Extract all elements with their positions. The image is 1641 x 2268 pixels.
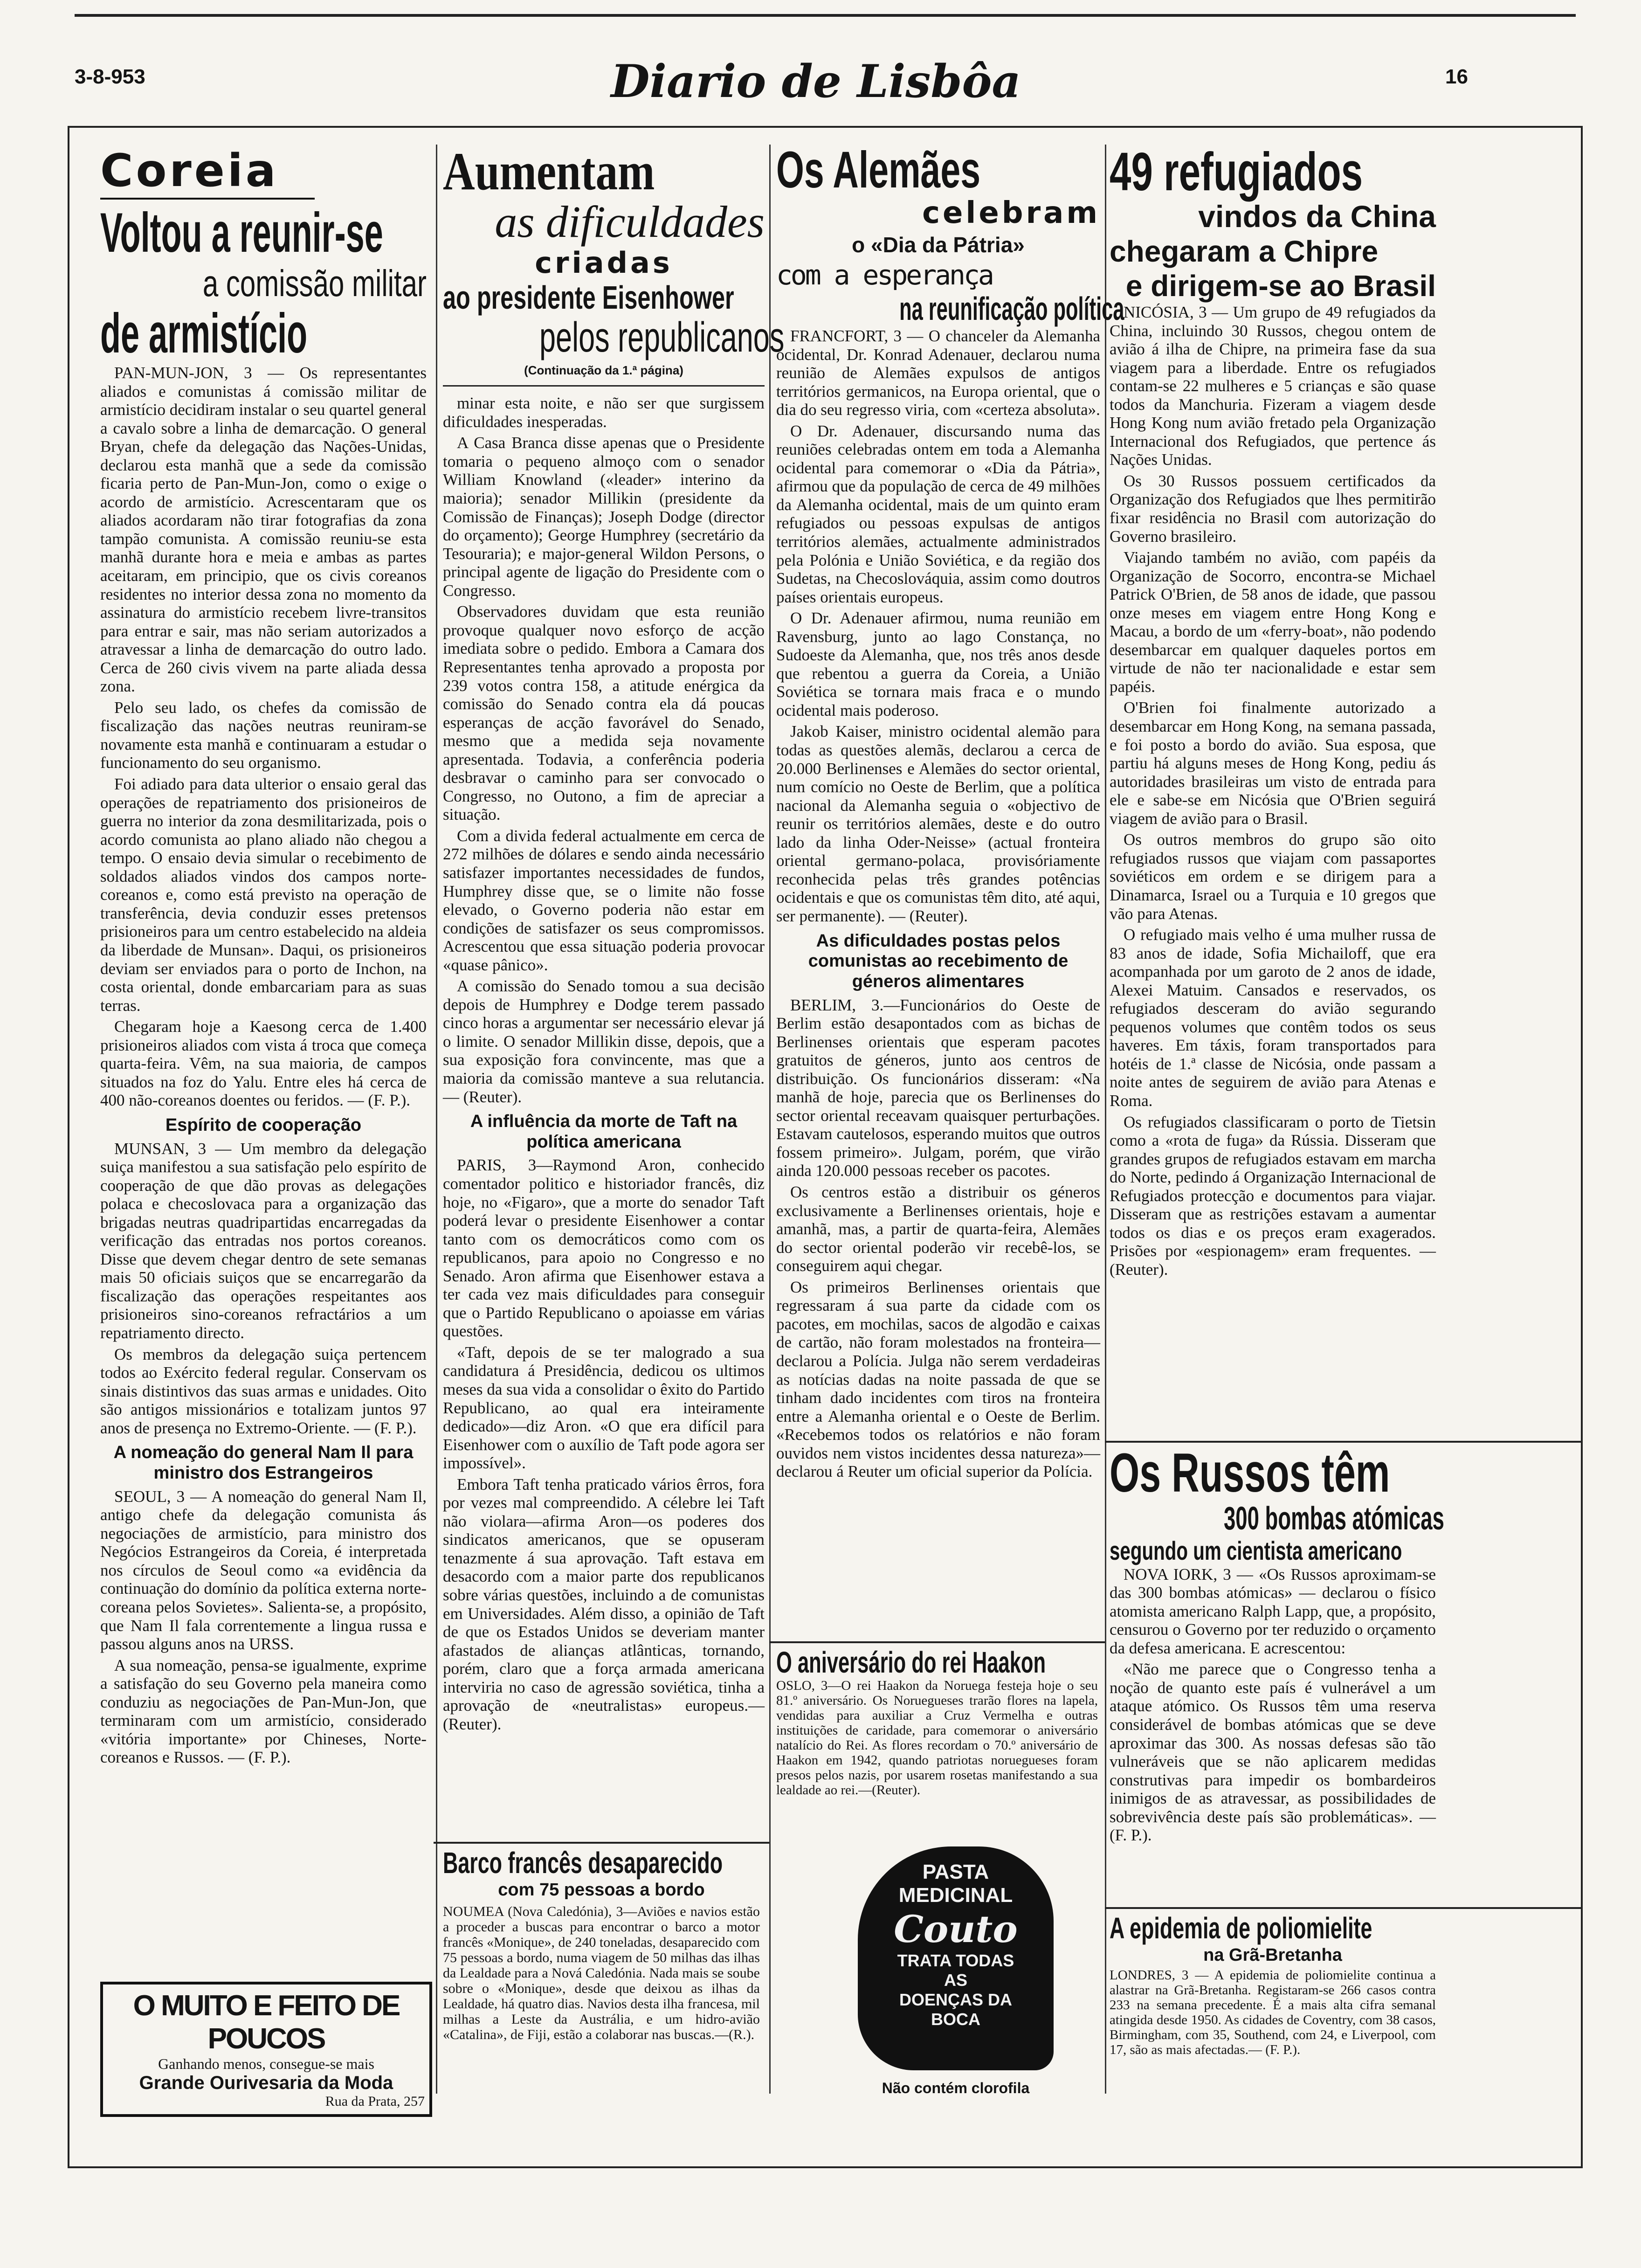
paragraph: O'Brien foi finalmente autorizado a desembarcar em Hong Kong, na semana passada, e foi posto a bordo do avião. Sua esposa, que partiu há alguns meses de Hong Kong, pediu ás autoridades brasileiras um visto de entrada para ele e sabe-se em Nicósia que O'Brien seguirá viagem de avião para o Brasil.: [1110, 698, 1436, 828]
newspaper-title: Diario de Lisbôa: [611, 55, 1021, 108]
paragraph: MUNSAN, 3 — Um membro da delegação suiça manifestou a sua satisfação pelo espírito de cooperação de que dão provas as delegações polaca e checoslovaca para a organização das brigadas neutras quadripartidas encarregadas da verificação das entradas nos portos coreanos. Disse que devem chegar dentro de sete semanas mais 50 oficiais suiços que se encarregarão da fiscalização das operações respeitantes aos prisioneiros sino-coreanos refractários a um repatriamento directo.: [100, 1139, 427, 1342]
headline-line-2: vindos da China: [1198, 199, 1436, 234]
headline-line-3: chegaram a Chipre: [1110, 235, 1379, 268]
headline-line-1: Voltou a reunir-se: [100, 201, 383, 264]
advert-address: Rua da Prata, 257: [325, 2094, 425, 2109]
headline-line-2: 300 bombas atómicas: [1224, 1500, 1444, 1536]
subheading: Espírito de cooperação: [165, 1115, 362, 1135]
column-coreia: [100, 145, 427, 1770]
subheadline: na Grã-Bretanha: [1203, 1945, 1342, 1965]
article-body: [100, 1140, 427, 1438]
headline-line-1: Os Russos têm: [1110, 1442, 1390, 1504]
article-body: [100, 364, 427, 1110]
headline-line-2: as dificuldades: [495, 197, 765, 247]
headline: O aniversário do rei Haakon: [776, 1646, 1046, 1679]
article-body: [776, 327, 1100, 926]
advert-title: O MUITO E FEITO DE POUCOS: [133, 1990, 400, 2055]
advert-line: MEDICINAL: [898, 1884, 1013, 1907]
paragraph: A comissão do Senado tomou a sua decisão depois de Humphrey e Dodge terem passado cinco horas a argumentar ser necessário elevar já o limite. O senador Millikin disse, depois, que a sua exposição fora convincente, mas que a maioria da comissão manteve a sua relutancia. — (Reuter).: [443, 977, 765, 1106]
paragraph: Os primeiros Berlinenses orientais que regressaram á sua parte da cidade com os pacotes, em mochilas, sacos de algodão e caixas de cartão, não foram molestados na fronteira—declarou a Polícia. Julga não serem verdadeiras as notícias dadas na noite passada de que se tinham dado incidentes com tiros na fronteira entre a Alemanha oriental e o Oeste de Berlim. «Recebemos todos os relatórios e não foram ouvidos nem vistos incidentes dessa natureza»—declarou á Reuter um oficial superior da Polícia.: [776, 1278, 1100, 1481]
continuation-note: (Continuação da 1.ª página): [524, 363, 683, 378]
polio-article: [1110, 1912, 1436, 2058]
headline: Barco francês desaparecido: [443, 1846, 723, 1880]
article-body: [1110, 1565, 1436, 1845]
paragraph: Chegaram hoje a Kaesong cerca de 1.400 prisioneiros aliados com vista á troca que começa quarta-feira. Vêm, na sua maioria, de campos situados na foz do Yalu. Entre eles há cerca de 400 não-coreanos doentes ou feridos. — (F. P.).: [100, 1017, 427, 1110]
headline: A epidemia de poliomielite: [1110, 1911, 1372, 1945]
paragraph: Com a divida federal actualmente em cerca de 272 milhões de dólares e sendo ainda necessário satisfazer importantes necessidades de fundos, Humphrey disse que, se o limite não fosse elevado, o Governo poderia não estar em condições de satisfazer os seus compromissos. Acrescentou que essa situação poderia provocar «quase pânico».: [443, 826, 765, 974]
paragraph: PARIS, 3—Raymond Aron, conhecido comentador politico e historiador francês, diz hoje, no «Figaro», que a morte do senador Taft poderá levar o presidente Eisenhower a contar tanto com os democráticos como com os republicanos, para apoio no Congresso e no Senado. Aron afirma que Eisenhower estava a ter cada vez mais dificuldades para conseguir que o Partido Republicano o apoiasse em várias questões.: [443, 1156, 765, 1341]
top-rule: [75, 14, 1576, 17]
column-rule: [436, 145, 437, 2094]
advert-line: BOCA: [931, 2010, 980, 2029]
advert-line: DOENÇAS DA: [899, 1990, 1012, 2009]
headline-line-4: com a esperança: [776, 259, 993, 291]
article-body: [443, 394, 765, 1106]
headline-line-1: Aumentam: [443, 142, 655, 201]
paragraph: O refugiado mais velho é uma mulher russa de 83 anos de idade, Sofia Michailoff, que era acompanhada por um garoto de 2 anos de idade, Alexei Matuim. Cansados e reservados, os refugiados desceram do avião segurando pequenos volumes que contêm todos os seus haveres. Em táxis, foram transportados para hotéis de 1.ª classe de Nicósia, onde passam a noite antes de seguirem de avião para Atenas e Roma.: [1110, 926, 1436, 1110]
column-eisenhower: [443, 142, 785, 1736]
advert-brand: Couto: [894, 1907, 1018, 1951]
paragraph: OSLO, 3—O rei Haakon da Noruega festeja hoje o seu 81.º aniversário. Os Noruegueses trarão flores na lapela, vendidas para auxiliar a Cruz Vermelha e outras instituições de caridade, para comemorar o aniversário natalício do Rei. As flores recordam o 70.º aniversário de Haakon em 1942, quando patriotas noruegueses foram presos pelos nazis, por usarem rosetas manifestando a sua lealdade ao rei.—(Reuter).: [776, 1678, 1098, 1798]
paragraph: NICÓSIA, 3 — Um grupo de 49 refugiados da China, incluindo 30 Russos, chegou ontem de avião á ilha de Chipre, na primeira fase da sua viagem para a liberdade. Entre os refugiados contam-se 22 mulheres e 5 crianças e são quase todos da Manchuria. Fizeram a viagem desde Hong Kong num avião fretado pela Organização Internacional dos Refugiados, que pertence ás Nações Unidas.: [1110, 303, 1436, 469]
advert-line: TRATA TODAS: [897, 1951, 1014, 1970]
headline-line-4: e dirigem-se ao Brasil: [1125, 269, 1436, 303]
paragraph: O Dr. Adenauer, discursando numa das reuniões celebradas ontem em toda a Alemanha ocidental para comemorar o «Dia da Pátria», afirmou que da população de cerca de 49 milhões da Alemanha ocidental, mais de um quinto eram refugiados ou pessoas expulsas de antigos territórios alemães, actualmente administrados pela Polónia e União Soviética, e da região dos Sudetas, na Checoslováquia, assim como doutros países orientais europeus.: [776, 422, 1100, 606]
paragraph: Os centros estão a distribuir os géneros exclusivamente a Berlinenses orientais, hoje e amanhã, mas, a partir de quarta-feira, Alemães do sector oriental poderão vir recebê-los, se conseguirem aqui chegar.: [776, 1183, 1100, 1275]
paragraph: PAN-MUN-JON, 3 — Os representantes aliados e comunistas á comissão militar de armistício decidiram instalar o seu quartel general a cavalo sobre a linha de demarcação. O general Bryan, chefe da delegação das Nações-Unidas, declarou esta manhã que a sede da comissão ficaria perto de Pan-Mun-Jon, como o exige o acordo de armistício. Acrescentaram que os aliados acordaram não tirar fotografias da zona tampão comunista. A comissão reuniu-se esta manhã durante hora e meia e ambas as partes aceitaram, em principio, que os civis coreanos residentes no interior dessa zona no momento da assinatura do armistício recebem livre-transitos para entrar e sair, mas não seriam autorizados a atravessar a linha de demarcação do outro lado. Cerca de 260 civis vivem na parte aliada dessa zona.: [100, 364, 427, 696]
issue-date: 3-8-953: [75, 65, 145, 88]
column-rule: [1105, 145, 1106, 2094]
subheading: As dificuldades postas pelos comunistas ao recebimento de géneros alimentares: [808, 931, 1069, 991]
paragraph: BERLIM, 3.—Funcionários do Oeste de Berlim estão desapontados com as bichas de Berlinenses orientais que esperam pacotes gratuitos de géneros, junto aos centros de distribuição. Os funcionários disseram: «Na manhã de hoje, parecia que os Berlinenses do sector oriental receavam quaisquer perturbações. Estavam cautelosos, esperando muitos que outros fossem primeiro». Julgam, porém, que virão ainda 120.000 pessoas receber os pacotes.: [776, 996, 1100, 1180]
section-kicker: Coreia: [100, 145, 279, 197]
article-body: [776, 996, 1100, 1481]
headline-line-2: celebram: [922, 196, 1100, 230]
headline-line-2: a comissão militar: [202, 263, 427, 304]
headline-line-4: ao presidente Eisenhower: [443, 279, 734, 316]
headline-line-3: criadas: [535, 245, 673, 280]
paragraph: FRANCFORT, 3 — O chanceler da Alemanha ocidental, Dr. Konrad Adenauer, declarou numa reunião de Alemães expulsos de antigos territórios germanicos, na Europa oriental, que o dia do seu regresso viria, com «certeza absoluta».: [776, 327, 1100, 419]
subheadline: com 75 pessoas a bordo: [498, 1880, 705, 1900]
article-body: [100, 1487, 427, 1767]
headline-line-1: 49 refugiados: [1110, 141, 1363, 202]
paragraph: Observadores duvidam que esta reunião provoque qualquer novo esforço de acção imediata sobre o pedido. Embora a Camara dos Representantes tenha aprovado a proposta por 239 votos contra 158, a atitude enérgica da comissão do Senado contra ela dá poucas esperanças de acção favorável do Senado, mesmo que a medida seja novamente apresentada. Todavia, a conferência poderia desbravar o caminho para ser convocado o Congresso, no Outono, a fim de apreciar a situação.: [443, 602, 765, 824]
paragraph: SEOUL, 3 — A nomeação do general Nam Il, antigo chefe da delegação comunista ás negociações de armistício, para ministro dos Negócios Estrangeiros da Coreia, é interpretada nos círculos de Seoul como «a evidência da continuação do domínio da política externa norte-coreana pelos Sovietes». Salienta-se, a propósito, que Nam Il fala correntemente a lingua russa e passou alguns anos na URSS.: [100, 1487, 427, 1653]
headline-line-3: o «Dia da Pátria»: [852, 233, 1025, 257]
divider: [769, 1641, 1105, 1643]
advert-line: PASTA: [922, 1860, 989, 1883]
paragraph: NOVA IORK, 3 — «Os Russos aproximam-se das 300 bombas atómicas» — declarou o físico atomista americano Ralph Lapp, que, a propósito, censurou o Governo por ter reduzido o orçamento da defesa americana. E acrescentou:: [1110, 1565, 1436, 1657]
headline-line-5: pelos republicanos: [539, 314, 785, 361]
paragraph: Jakob Kaiser, ministro ocidental alemão para todas as questões alemãs, declarou a cerca de 20.000 Berlinenses e Alemães do sector oriental, num comício no Oeste de Berlim, que a política nacional da Alemanha seguia o «objectivo de reunir os territórios alemães, deste e do outro lado da linha Oder-Neisse» (actual fronteira oriental germano-polaca, provisóriamente reconhecida pelas três grandes potências ocidentais e que os comunistas têm dito, até aqui, ser permanente). — (Reuter).: [776, 722, 1100, 925]
paragraph: A sua nomeação, pensa-se igualmente, exprime a satisfação do seu Governo pela maneira como conduziu as negociações de Pan-Mun-Jon, que terminaram com um armistício, considerado «vitória importante» por Chineses, Norte-coreanos e Russos. — (F. P.).: [100, 1656, 427, 1767]
paragraph: «Não me parece que o Congresso tenha a noção de quanto este país é vulnerável a um ataque atómico. Os Russos têm uma reserva considerável de bombas atómicas que se deve aproximar das 300. As nossas defesas são tão vulneráveis que se não aplicarem medidas construtivas para impedir os bombardeiros inimigos de as atravessar, as possibilidades de sobrevivência deste país são problemáticas». — (F. P.).: [1110, 1660, 1436, 1845]
paragraph: A Casa Branca disse apenas que o Presidente tomaria o pequeno almoço com o senador William Knowland («leader» interino da maioria); senador Millikin (presidente da Comissão de Finanças); Joseph Dodge (director do orçamento); George Humphrey (secretário da Tesouraria); e major-general Wildon Persons, o principal agente de ligação do Presidente com o Congresso.: [443, 434, 765, 600]
article-body: [443, 1156, 765, 1733]
page-number: 16: [1445, 65, 1468, 88]
paragraph: Os refugiados classificaram o porto de Tietsin como a «rota de fuga» da Rússia. Disseram que grandes grupos de refugiados estavam em marcha do Norte, pedindo á Organização Internacional de Refugiados protecção e documentos para viajar. Disseram que as restrições estavam a aumentar todos os dias e os preços eram exagerados. Prisões por «espionagem» eram frequentes. — (Reuter).: [1110, 1113, 1436, 1279]
paragraph: NOUMEA (Nova Caledónia), 3—Aviões e navios estão a proceder a buscas para encontrar o barco a motor francês «Monique», de 240 toneladas, desaparecido com 75 pessoas a bordo, numa viagem de 50 milhas das ilhas da Lealdade para a Nová Caledónia. Nada mais se soube sobre o «Monique», desde que deixou as ilhas da Lealdade, há quatro dias. Navios desta ilha francesa, mil milhas a Leste da Austrália, e um hidro-avião «Catalina», de Fiji, estão a colaborar nas buscas.—(R.).: [443, 1904, 760, 2043]
divider: [1105, 1907, 1583, 1909]
paragraph: O Dr. Adenauer afirmou, numa reunião em Ravensburg, junto ao lago Constança, no Sudoeste da Alemanha, que, nos três anos desde que rebentou a guerra da Coreia, a União Soviética se tornara mais fraca e o mundo ocidental mais poderoso.: [776, 609, 1100, 719]
paragraph: Viajando também no avião, com papéis da Organização de Socorro, encontra-se Michael Patrick O'Brien, de 58 anos de idade, que passou onze meses em viagem entre Hong Kong e Macau, a bordo de um «ferry-boat», não podendo desembarcar em qualquer daqueles portos em virtude de não ter nacionalidade e estar sem papéis.: [1110, 548, 1436, 696]
column-alemaes: [776, 141, 1124, 1484]
paragraph: Os 30 Russos possuem certificados da Organização dos Refugiados que lhes permitirão fixar residência no Brasil com autorização do Governo brasileiro.: [1110, 471, 1436, 546]
column-refugiados: [1110, 141, 1436, 1281]
king-article: [776, 1646, 1098, 1798]
headline-line-5: na reunificação política: [899, 290, 1124, 327]
boat-article: [443, 1846, 760, 2042]
headline-line-3: segundo um cientista americano: [1110, 1536, 1402, 1565]
headline-line-3: de armistício: [100, 302, 308, 365]
paragraph: Os membros da delegação suiça pertencem todos ao Exército federal regular. Conservam os sinais distintivos das suas armas e unidades. Oito são antigos missionários e totalizam juntos 97 anos de presença no Extremo-Oriente. — (F. P.).: [100, 1345, 427, 1437]
bombs-article: [1110, 1442, 1444, 1847]
subheading: A influência da morte de Taft na política americana: [470, 1112, 738, 1152]
divider: [443, 385, 765, 387]
column-rule: [769, 145, 771, 2094]
paragraph: Os outros membros do grupo são oito refugiados russos que viajam com passaportes soviéticos em ordem e se dirigem para a Dinamarca, Israel ou a Turquia e 10 gregos que vão para Atenas.: [1110, 830, 1436, 923]
article-body: [1110, 303, 1436, 1279]
paragraph: LONDRES, 3 — A epidemia de poliomielite continua a alastrar na Grã-Bretanha. Registaram-se 266 casos contra 233 na semana precedente. É a mais alta cifra semanal atingida desde 1950. As cidades de Coventry, com 38 casos, Birmingham, com 35, Southend, com 24, e Liverpool, com 17, são as mais afectadas.— (F. P.).: [1110, 1968, 1436, 2057]
kicker-underline: [100, 198, 315, 200]
paragraph: minar esta noite, e não ser que surgissem dificuldades inesperadas.: [443, 394, 765, 431]
headline-line-1: Os Alemães: [776, 141, 981, 199]
paragraph: Embora Taft tenha praticado vários êrros, fora por vezes mal compreendido. A célebre lei Taft não violara—afirma Aron—os poderes dos sindicatos americanos, que se opuseram tenazmente á sua aprovação. Taft estava em desacordo com a maior parte dos republicanos sobre várias questões, incluindo a de comunistas em Universidades. Além disso, a opinião de Taft de que os Estados Unidos se deveriam manter afastados de alianças atlânticas, tornando, porém, claro que a força armada americana interviria no caso de agressão soviética, tinha a aprovação de «neutralistas» europeus.—(Reuter).: [443, 1475, 765, 1733]
paragraph: «Taft, depois de se ter malogrado a sua candidatura á Presidência, dedicou os ultimos meses da sua vida a consolidar o êxito do Partido Republicano, ao qual era inteiramente dedicado»—diz Aron. «O que era difícil para Eisenhower com o auxílio de Taft pode agora ser impossível».: [443, 1343, 765, 1473]
paragraph: Foi adiado para data ulterior o ensaio geral das operações de repatriamento dos prisioneiros de guerra no interior da zona desmilitarizada, pois o acordo comunista ao plano aliado não chegou a tempo. O ensaio devia simular o recebimento de soldados aliados vindos dos campos norte-coreanos e, como está previsto na operação de transferência, devia conduzir esses pretensos prisioneiros para um centro estabelecido na aldeia da liberdade de Munsan». Daqui, os prisioneiros deviam ser enviados para o porto de Inchon, na costa oriental, donde embarcariam para as suas terras.: [100, 775, 427, 1015]
toothpaste-advert: [858, 1846, 1054, 2070]
advert-line: AS: [944, 1971, 967, 1990]
advert-line: Ganhando menos, consegue-se mais: [158, 2055, 374, 2072]
advert-line: Grande Ourivesaria da Moda: [139, 2073, 393, 2093]
divider: [434, 1842, 769, 1844]
paragraph: Pelo seu lado, os chefes da comissão de fiscalização das nações neutras reuniram-se novamente esta manhã e continuaram a estudar o funcionamento do seu organismo.: [100, 698, 427, 772]
advert-footer: Não contém clorofila: [882, 2080, 1030, 2096]
jeweller-advert: [100, 1982, 432, 2117]
subheading: A nomeação do general Nam Il para ministro dos Estrangeiros: [113, 1443, 414, 1483]
